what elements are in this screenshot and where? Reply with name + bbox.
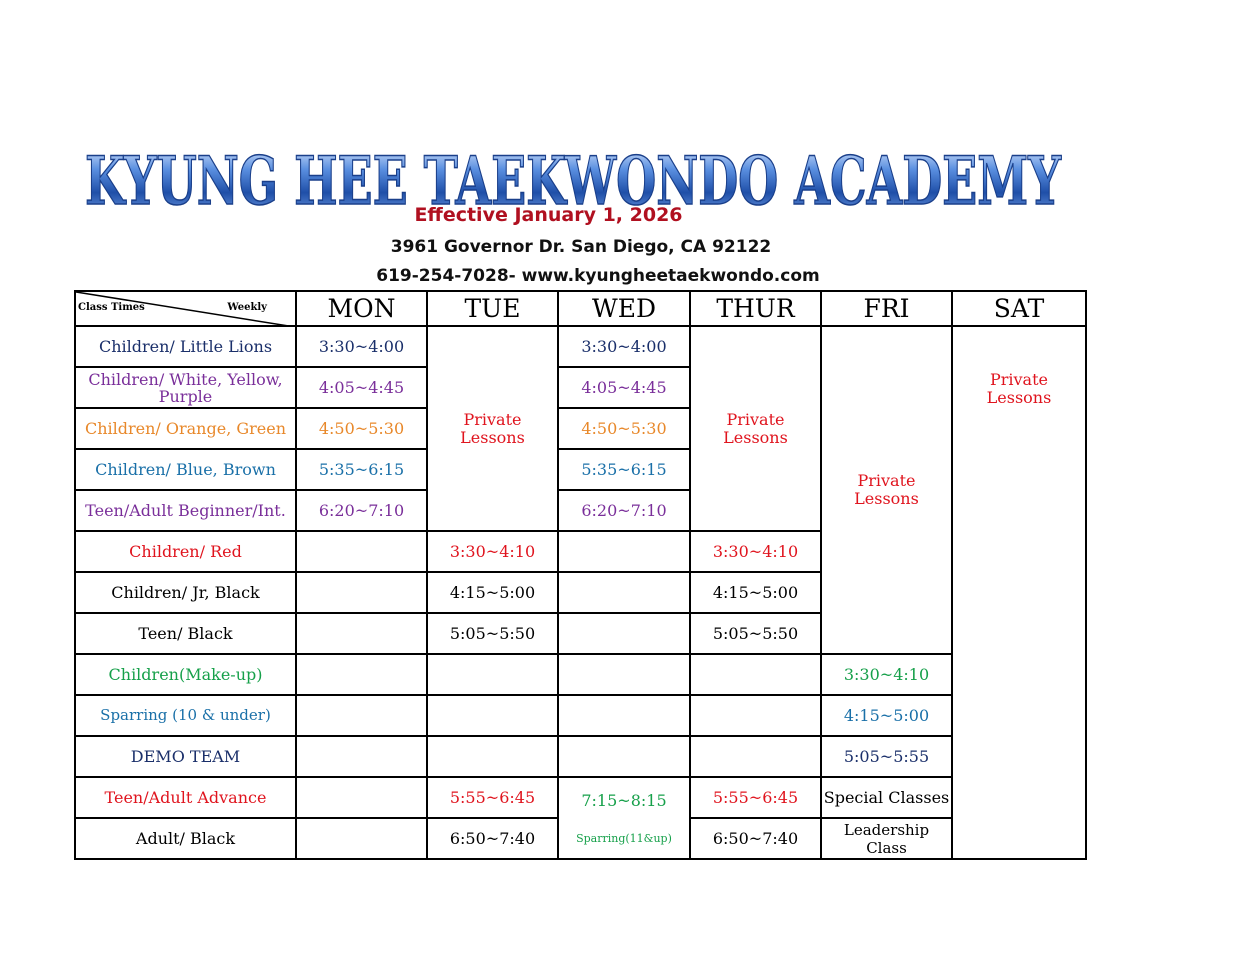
empty-cell <box>296 572 427 613</box>
time-cell: 3:30~4:10 <box>821 654 952 695</box>
corner-cell <box>75 291 296 326</box>
empty-cell <box>427 654 558 695</box>
time-cell: 6:50~7:40 <box>690 818 821 859</box>
empty-cell <box>427 695 558 736</box>
class-name: Children/ Orange, Green <box>75 408 296 449</box>
table-row <box>75 654 1086 695</box>
academy-title-text: KYUNG HEE TAEKWONDO ACADEMY <box>85 142 1062 216</box>
empty-cell <box>296 695 427 736</box>
class-name: Teen/Adult Beginner/Int. <box>75 490 296 531</box>
time-cell: 6:20~7:10 <box>296 490 427 531</box>
time-cell: 5:55~6:45 <box>690 777 821 818</box>
class-name: Children/ Blue, Brown <box>75 449 296 490</box>
weekly-label: Weekly <box>227 302 267 313</box>
table-row <box>75 777 1086 818</box>
empty-cell <box>427 736 558 777</box>
time-cell: 4:50~5:30 <box>558 408 690 449</box>
day-header-mon: MON <box>296 291 427 326</box>
day-header-wed: WED <box>558 291 690 326</box>
table-row <box>75 695 1086 736</box>
class-name: Teen/ Black <box>75 613 296 654</box>
time-cell: 5:05~5:50 <box>427 613 558 654</box>
time-cell: 5:35~6:15 <box>296 449 427 490</box>
leadership-class: Leadership Class <box>821 818 952 859</box>
time-cell: 5:55~6:45 <box>427 777 558 818</box>
sat-private-lessons: Private Lessons <box>952 326 1086 859</box>
time-cell: 5:35~6:15 <box>558 449 690 490</box>
effective-date: Effective January 1, 2026 <box>414 204 683 226</box>
class-name: Children/ Jr, Black <box>75 572 296 613</box>
fri-private-lessons: Private Lessons <box>821 326 952 654</box>
empty-cell <box>558 654 690 695</box>
class-name: Teen/Adult Advance <box>75 777 296 818</box>
time-cell: 4:15~5:00 <box>427 572 558 613</box>
time-cell: 6:20~7:10 <box>558 490 690 531</box>
sparring-label: Sparring(11&up) <box>576 832 672 845</box>
time-cell: 3:30~4:10 <box>690 531 821 572</box>
class-schedule-table <box>74 290 1087 860</box>
empty-cell <box>558 736 690 777</box>
phone-website: 619-254-7028- www.kyungheetaekwondo.com <box>376 266 820 286</box>
empty-cell <box>296 613 427 654</box>
time-cell: 4:15~5:00 <box>690 572 821 613</box>
tue-private-lessons: Private Lessons <box>427 326 558 531</box>
class-times-label: Class Times <box>78 302 145 313</box>
time-cell: 4:15~5:00 <box>821 695 952 736</box>
day-header-thur: THUR <box>690 291 821 326</box>
class-name: Children(Make-up) <box>75 654 296 695</box>
header-row <box>75 291 1086 326</box>
time-cell: 5:05~5:50 <box>690 613 821 654</box>
day-header-sat: SAT <box>952 291 1086 326</box>
time-cell: 3:30~4:00 <box>296 326 427 367</box>
empty-cell <box>296 777 427 818</box>
table-row <box>75 326 1086 367</box>
special-classes: Special Classes <box>821 777 952 818</box>
time-cell: 4:05~4:45 <box>558 367 690 408</box>
time-cell: 4:05~4:45 <box>296 367 427 408</box>
class-name: Sparring (10 & under) <box>75 695 296 736</box>
table-row <box>75 736 1086 777</box>
empty-cell <box>558 572 690 613</box>
thur-private-lessons: Private Lessons <box>690 326 821 531</box>
empty-cell <box>558 613 690 654</box>
class-name: Children/ Little Lions <box>75 326 296 367</box>
empty-cell <box>558 695 690 736</box>
time-cell: 3:30~4:00 <box>558 326 690 367</box>
day-header-tue: TUE <box>427 291 558 326</box>
class-name: DEMO TEAM <box>75 736 296 777</box>
empty-cell <box>558 531 690 572</box>
time-cell: 5:05~5:55 <box>821 736 952 777</box>
class-name: Children/ White, Yellow, Purple <box>75 367 296 408</box>
empty-cell <box>296 736 427 777</box>
time-cell: 7:15~8:15 <box>581 791 667 810</box>
wed-advance-cell <box>558 777 690 859</box>
empty-cell <box>690 695 821 736</box>
empty-cell <box>690 736 821 777</box>
time-cell: 6:50~7:40 <box>427 818 558 859</box>
empty-cell <box>296 818 427 859</box>
time-cell: 3:30~4:10 <box>427 531 558 572</box>
empty-cell <box>690 654 821 695</box>
empty-cell <box>296 531 427 572</box>
class-name: Children/ Red <box>75 531 296 572</box>
class-name: Adult/ Black <box>75 818 296 859</box>
address: 3961 Governor Dr. San Diego, CA 92122 <box>390 237 772 257</box>
time-cell: 4:50~5:30 <box>296 408 427 449</box>
empty-cell <box>296 654 427 695</box>
day-header-fri: FRI <box>821 291 952 326</box>
